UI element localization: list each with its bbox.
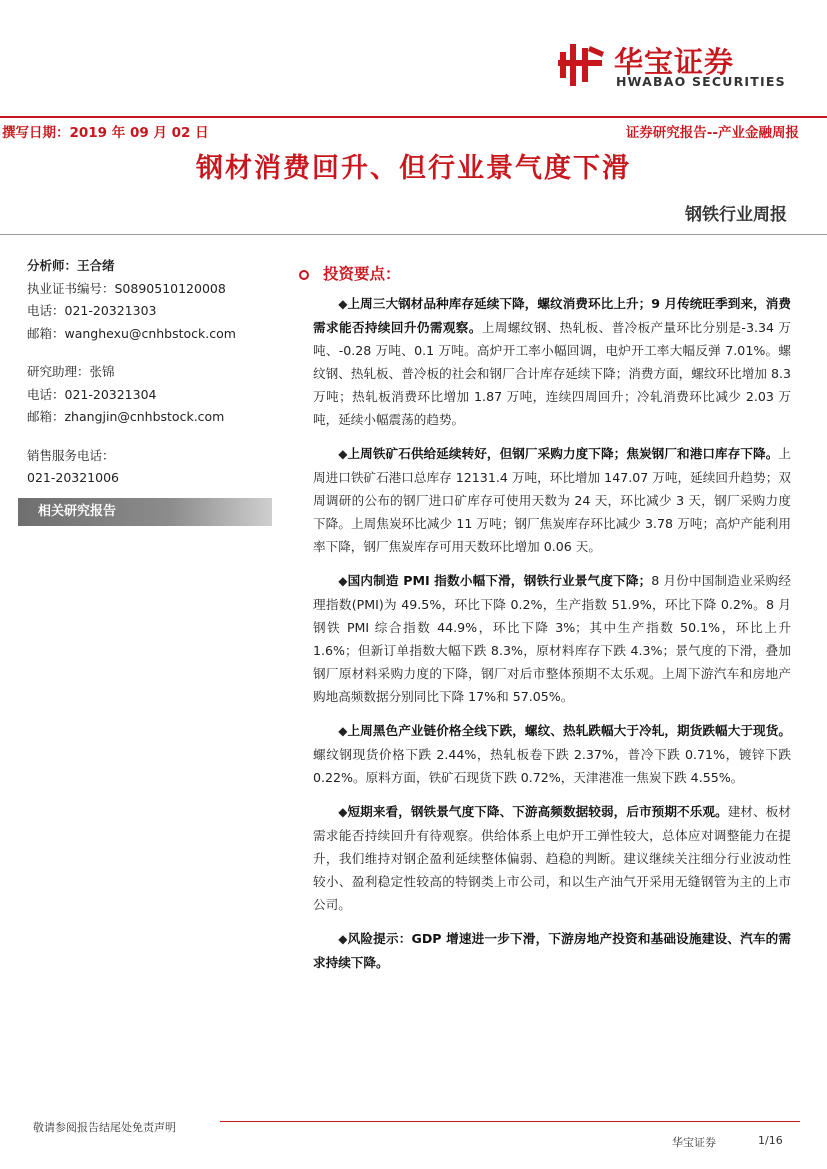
hwabao-logo-icon xyxy=(556,38,608,90)
highlight-bold: 上周黑色产业链价格全线下跌，螺纹、热轧跌幅大于冷轧，期货跌幅大于现货。 xyxy=(347,723,791,738)
highlight-bold: 上周铁矿石供给延续转好，但钢厂采购力度下降；焦炭钢厂和港口库存下降。 xyxy=(347,446,779,461)
analyst-phone: 电话：021-20321303 xyxy=(27,303,157,318)
footer-divider xyxy=(220,1121,800,1122)
report-type: 证券研究报告--产业金融周报 xyxy=(625,125,799,141)
highlight-text: 8 月份中国制造业采购经理指数(PMI)为 49.5%，环比下降 0.2%，生产指数 51.9%，环比下降 0.2%。8 月钢铁 PMI 综合指数 44.9%，环比下降 3%；其中生产指数 50.1%，环比上升 1.6%；但新订单指数大幅下跌 8.3%，原材料库存下跌 4.3%；景气度的下滑，叠加钢厂原材料采购力度的下降，钢厂对后市整体预期不太乐观。上周下游汽车和房地产购地高频数据分别同比下降 17%和 57.05%。 xyxy=(313,573,791,704)
page-number: 1/16 xyxy=(758,1134,783,1147)
related-reports-header: 相关研究报告 xyxy=(18,498,272,526)
highlight-text: 上周进口铁矿石港口总库存 12131.4 万吨，环比增加 147.07 万吨，延续回升趋势；双周调研的公布的钢厂进口矿库存可使用天数为 24 天，环比减少 3 天，钢厂采购力度下降。上周焦炭环比减少 11 万吨；钢厂焦炭库存环比减少 3.78 万吨；高炉产能利用率下降，钢厂焦炭库存可用天数环比增加 0.06 天。 xyxy=(313,446,791,554)
footer-disclaimer: 敬请参阅报告结尾处免责声明 xyxy=(33,1121,176,1134)
sales-phone: 021-20321006 xyxy=(27,470,119,485)
footer-brand: 华宝证券 xyxy=(672,1136,716,1149)
diamond-bullet-icon: ◆ xyxy=(338,805,348,819)
analyst-name: 分析师：王合绪 xyxy=(27,258,115,273)
assistant-name: 研究助理：张锦 xyxy=(27,364,115,379)
assistant-email[interactable]: 邮箱：zhangjin@cnhbstock.com xyxy=(27,409,225,424)
diamond-bullet-icon: ◆ xyxy=(338,447,348,461)
analyst-email[interactable]: 邮箱：wanghexu@cnhbstock.com xyxy=(27,325,236,341)
highlight-text: 螺纹钢现货价格下跌 2.44%，热轧板卷下跌 2.37%，普冷下跌 0.71%，镀锌下跌 0.22%。原料方面，铁矿石现货下跌 0.72%，天津港准一焦炭下跌 4.55%。 xyxy=(313,747,791,785)
diamond-bullet-icon: ◆ xyxy=(338,574,348,588)
highlight-paragraph xyxy=(313,719,791,789)
highlight-paragraph xyxy=(313,292,791,431)
highlight-text: 上周螺纹钢、热轧板、普冷板产量环比分别是-3.34 万吨、-0.28 万吨、0.1 万吨。高炉开工率小幅回调，电炉开工率大幅反弹 7.01%。螺纹钢、热轧板、普冷板的社会和钢厂合计库存延续下降；消费方面，螺纹环比增加 8.3 万吨；热轧板消费环比增加 1.87 万吨，连续四周回升；冷轧消费环比减少 2.03 万吨，延续小幅震荡的趋势。 xyxy=(313,320,792,427)
highlight-bold: 上周三大钢材品种库存延续下降，螺纹消费环比上升；9 月传统旺季到来，消费需求能否持续回升仍需观察。 xyxy=(313,296,791,335)
diamond-bullet-icon: ◆ xyxy=(338,297,348,311)
highlight-paragraph xyxy=(313,569,791,708)
highlight-paragraph xyxy=(313,800,791,916)
analyst-license: 执业证书编号：S0890510120008 xyxy=(27,280,226,296)
investment-highlights-heading xyxy=(299,262,401,284)
brand-name-cn: 华宝证券 xyxy=(614,45,735,79)
company-logo xyxy=(556,38,796,94)
investment-highlights xyxy=(313,292,791,985)
diamond-bullet-icon: ◆ xyxy=(338,932,348,946)
highlight-paragraph xyxy=(313,927,791,974)
highlight-bold: 国内制造 PMI 指数小幅下滑，钢铁行业景气度下降； xyxy=(347,573,652,588)
report-subtitle: 钢铁行业周报 xyxy=(685,205,787,225)
heading-text: 投资要点： xyxy=(323,265,401,283)
analyst-info xyxy=(27,255,277,490)
brand-name-en: HWABAO SECURITIES xyxy=(616,74,786,89)
sales-label: 销售服务电话： xyxy=(27,447,115,463)
header-divider xyxy=(0,116,827,118)
report-date: 撰写日期：2019 年 09 月 02 日 xyxy=(2,125,209,141)
circle-bullet-icon xyxy=(299,270,309,280)
highlight-paragraph xyxy=(313,442,791,558)
diamond-bullet-icon: ◆ xyxy=(338,724,348,738)
report-title: 钢材消费回升、但行业景气度下滑 xyxy=(196,153,631,184)
section-divider xyxy=(0,234,827,235)
highlight-bold: 风险提示：GDP 增速进一步下滑，下游房地产投资和基础设施建设、汽车的需求持续下降。 xyxy=(313,931,791,970)
highlight-text: 建材、板材需求能否持续回升有待观察。供给体系上电炉开工弹性较大，总体应对调整能力在提升，我们维持对钢企盈利延续整体偏弱、趋稳的判断。建议继续关注细分行业波动性较小、盈利稳定性较高的特钢类上市公司，和以生产油气开采用无缝钢管为主的上市公司。 xyxy=(313,804,792,912)
assistant-phone: 电话：021-20321304 xyxy=(27,386,157,402)
highlight-bold: 短期来看，钢铁景气度下降、下游高频数据较弱，后市预期不乐观。 xyxy=(347,804,728,819)
